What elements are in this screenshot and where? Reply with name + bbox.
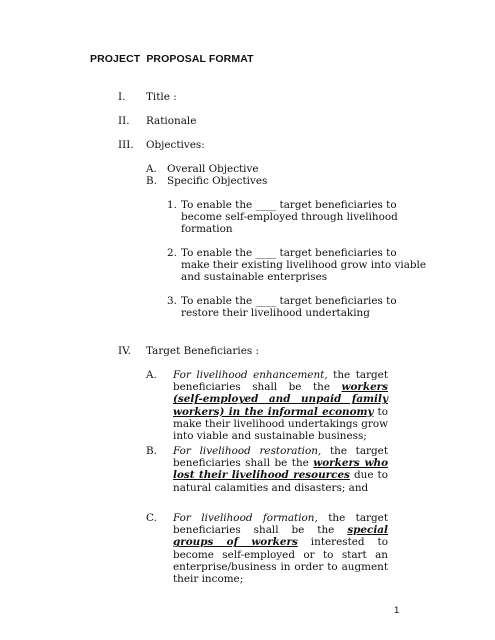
specific-objective-line: To enable the ____ target beneficiaries to bbox=[181, 199, 397, 211]
beneficiary-letter: B. bbox=[146, 445, 157, 457]
section-numeral: II. bbox=[118, 115, 130, 127]
beneficiary-text: the target beneficiaries shall be the bbox=[173, 369, 389, 394]
section-label: Title : bbox=[146, 91, 177, 103]
specific-objective-number: 1. bbox=[167, 199, 177, 211]
beneficiary-text: the target beneficiaries shall be the bbox=[173, 512, 388, 537]
page-title: PROJECT PROPOSAL FORMAT bbox=[90, 53, 254, 65]
beneficiary-emphasis: workers who lost their livelihood resources bbox=[173, 457, 389, 482]
specific-objective-number: 3. bbox=[167, 295, 177, 307]
beneficiary-paragraph bbox=[173, 445, 388, 494]
objective-text: Overall Objective bbox=[167, 163, 259, 175]
section-numeral: I. bbox=[118, 91, 126, 103]
beneficiary-letter: C. bbox=[146, 512, 157, 524]
beneficiary-emphasis: workers (self-employed and unpaid family workers) in the informal economy bbox=[173, 381, 388, 418]
beneficiary-text: to make their livelihood undertakings grow into viable and sustainable business; bbox=[173, 405, 388, 443]
specific-objective-line: become self-employed through livelihood bbox=[181, 211, 398, 223]
beneficiary-paragraph bbox=[173, 369, 388, 442]
specific-objective-line: restore their livelihood undertaking bbox=[181, 307, 370, 319]
specific-objective-line: formation bbox=[181, 223, 233, 235]
beneficiary-intro: For livelihood restoration, bbox=[173, 445, 322, 457]
beneficiary-letter: A. bbox=[146, 369, 157, 381]
specific-objective-line: make their existing livelihood grow into viable bbox=[181, 259, 427, 271]
beneficiary-text: the target beneficiaries shall be the bbox=[173, 445, 388, 470]
section-label: Objectives: bbox=[146, 139, 205, 151]
specific-objective-number: 2. bbox=[167, 247, 177, 259]
beneficiary-intro: For livelihood formation, bbox=[173, 512, 318, 524]
objective-text: Specific Objectives bbox=[167, 175, 268, 187]
section-label: Target Beneficiaries : bbox=[146, 345, 260, 357]
section-label: Rationale bbox=[146, 115, 197, 127]
section-numeral: III. bbox=[118, 139, 134, 151]
section-numeral: IV. bbox=[118, 345, 132, 357]
specific-objective-line: To enable the ____ target beneficiaries to bbox=[181, 247, 397, 259]
beneficiary-emphasis: special groups of workers bbox=[173, 524, 388, 549]
beneficiary-text: interested to become self-employed or to start an enterprise/business in order to augment their income; bbox=[173, 536, 388, 586]
objective-letter: A. bbox=[146, 163, 157, 175]
beneficiary-intro: For livelihood enhancement, bbox=[173, 369, 328, 381]
objective-letter: B. bbox=[146, 175, 157, 187]
beneficiary-text: due to natural calamities and disasters; and bbox=[173, 469, 388, 494]
specific-objective-line: and sustainable enterprises bbox=[181, 271, 328, 283]
page-number: 1 bbox=[394, 605, 400, 616]
specific-objective-line: To enable the ____ target beneficiaries to bbox=[181, 295, 397, 307]
beneficiary-paragraph bbox=[173, 512, 388, 585]
